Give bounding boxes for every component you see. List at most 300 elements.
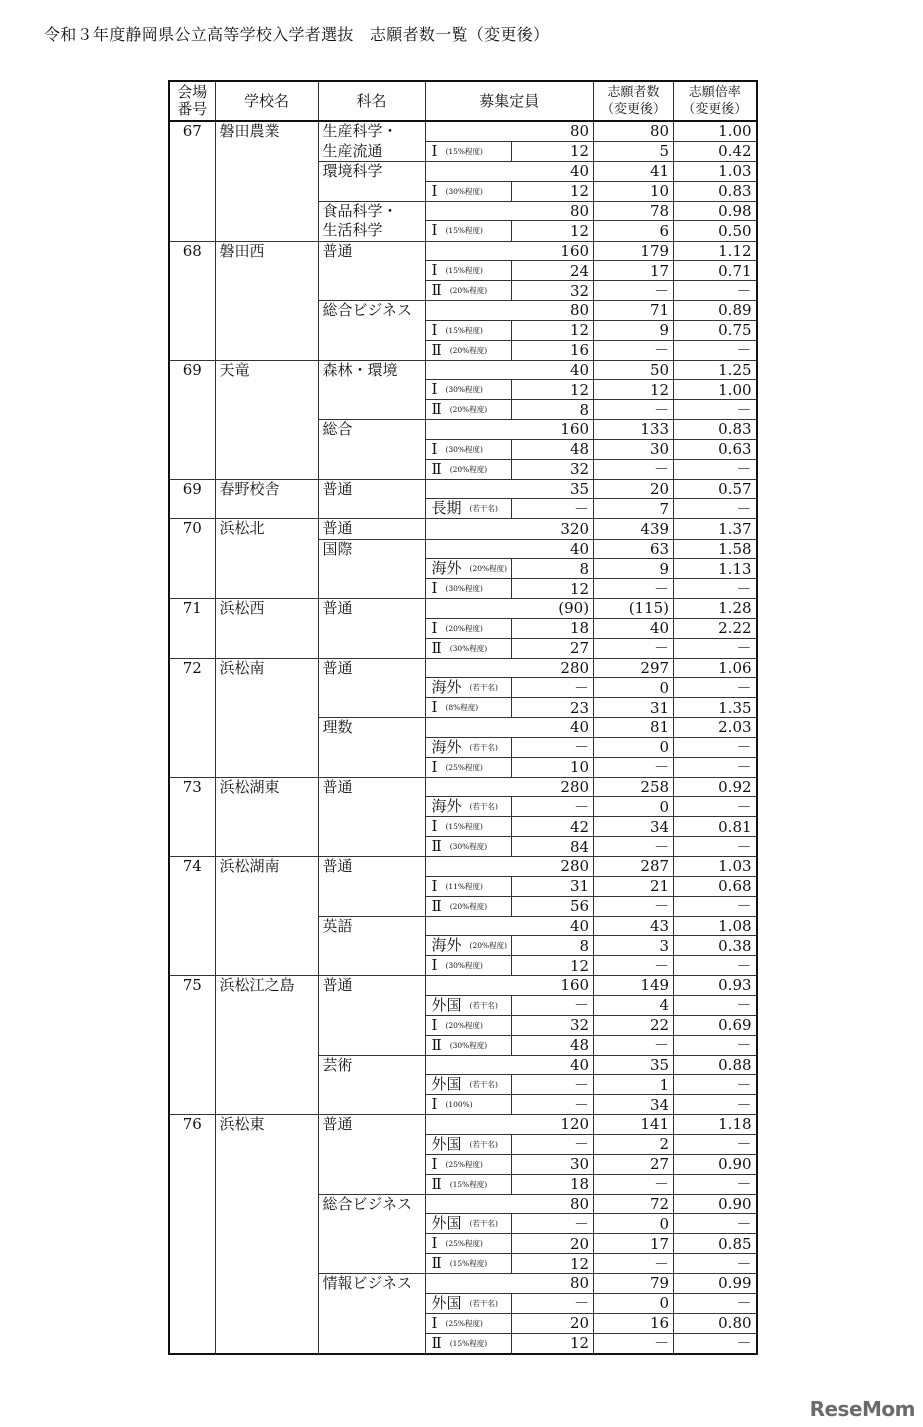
- quota-type: [425, 1234, 512, 1254]
- ratio: －: [674, 797, 757, 817]
- dept-name-line: 国際: [322, 539, 353, 558]
- quota-note: (若干名): [469, 1139, 498, 1149]
- table-row: [169, 1115, 757, 1135]
- ratio: －: [674, 737, 757, 757]
- applicants: (115): [594, 599, 674, 619]
- quota-note: (20%程度): [449, 405, 488, 414]
- capacity: －: [512, 1293, 594, 1313]
- quota-type: [425, 638, 512, 658]
- table-row: [169, 121, 757, 141]
- ratio: 0.83: [674, 181, 757, 201]
- quota-type: [425, 995, 512, 1015]
- applicants: 17: [594, 1234, 674, 1254]
- header-ratio: [674, 81, 757, 121]
- quota-type: [425, 459, 512, 479]
- applicants: 79: [594, 1274, 674, 1294]
- applicants: 133: [594, 420, 674, 440]
- capacity: －: [512, 737, 594, 757]
- capacity: 40: [425, 162, 594, 182]
- dept-name: [318, 121, 425, 162]
- quota-label: Ⅱ: [431, 896, 442, 915]
- ratio: －: [674, 400, 757, 420]
- applicants: 10: [594, 181, 674, 201]
- quota-label: 外国: [431, 1134, 462, 1153]
- capacity: 80: [425, 1194, 594, 1214]
- school-number: 69: [169, 360, 215, 479]
- ratio: 2.03: [674, 718, 757, 738]
- quota-note: (若干名): [469, 1219, 498, 1228]
- quota-type: [425, 1293, 512, 1313]
- ratio: －: [674, 956, 757, 976]
- applicants: 149: [594, 976, 674, 996]
- table-row: [169, 658, 757, 678]
- quota-type: [425, 261, 512, 281]
- quota-type: [425, 1095, 512, 1115]
- ratio: －: [674, 1134, 757, 1154]
- school-name: 浜松江之島: [215, 976, 318, 1115]
- header-no-line2: 番号: [177, 100, 208, 118]
- applicants: －: [594, 956, 674, 976]
- school-name: 春野校舎: [215, 479, 318, 519]
- school-name: 浜松湖東: [215, 777, 318, 857]
- quota-type: [425, 1174, 512, 1194]
- dept-name-line: 普通: [322, 519, 353, 537]
- dept-name: [318, 1055, 425, 1115]
- capacity: 24: [512, 261, 594, 281]
- ratio: 1.03: [674, 162, 757, 182]
- dept-name: [318, 301, 425, 361]
- quota-type: [425, 737, 512, 757]
- quota-label: Ⅰ: [431, 141, 438, 160]
- dept-name: [318, 241, 425, 301]
- quota-type: [425, 1214, 512, 1234]
- quota-type: [425, 499, 512, 519]
- applicants: 34: [594, 817, 674, 837]
- applicants: 141: [594, 1115, 674, 1135]
- ratio: 1.18: [674, 1115, 757, 1135]
- capacity: 12: [512, 320, 594, 340]
- quota-note: (25%程度): [445, 1159, 483, 1169]
- quota-type: [425, 1075, 512, 1095]
- school-name: 浜松湖南: [215, 857, 318, 976]
- dept-name-line: 理数: [322, 718, 353, 736]
- capacity: 84: [512, 837, 594, 857]
- capacity: －: [512, 1095, 594, 1115]
- dept-name: [318, 479, 425, 519]
- applicants: 0: [594, 1293, 674, 1313]
- school-name: 磐田西: [215, 241, 318, 360]
- dept-name-line: 生産科学・: [322, 122, 398, 140]
- header-ratio-line2: （変更後）: [682, 102, 748, 117]
- quota-note: (100%): [445, 1100, 473, 1109]
- applicants: －: [594, 340, 674, 360]
- dept-name-line: 英語: [322, 916, 353, 935]
- header-ratio-line1: 志願倍率: [688, 85, 741, 100]
- capacity: 20: [512, 1313, 594, 1333]
- dept-name-line: 普通: [322, 976, 353, 994]
- applicants: 43: [594, 916, 674, 936]
- applicants: 9: [594, 320, 674, 340]
- capacity: 12: [512, 221, 594, 241]
- quota-note: (若干名): [469, 683, 498, 692]
- quota-note: (若干名): [469, 1298, 498, 1308]
- applicants: 4: [594, 995, 674, 1015]
- quota-type: [425, 1035, 512, 1055]
- capacity: 8: [512, 400, 594, 420]
- capacity: 12: [512, 1333, 594, 1354]
- capacity: 48: [512, 1035, 594, 1055]
- dept-name: [318, 162, 425, 202]
- applicants: －: [594, 400, 674, 420]
- applicants: 9: [594, 559, 674, 579]
- quota-note: (15%程度): [445, 146, 483, 156]
- ratio: 0.80: [674, 1313, 757, 1333]
- quota-note: (20%程度): [449, 901, 488, 911]
- quota-label: 外国: [431, 1075, 462, 1093]
- quota-type: [425, 876, 512, 896]
- school-number: 68: [169, 241, 215, 360]
- ratio: 0.90: [674, 1194, 757, 1214]
- ratio: －: [674, 757, 757, 777]
- dept-name-line: 情報ビジネス: [322, 1274, 413, 1292]
- quota-type: [425, 1313, 512, 1333]
- capacity: 280: [425, 658, 594, 678]
- resemom-watermark-logo: ReseMom: [809, 1397, 915, 1421]
- quota-type: [425, 1333, 512, 1354]
- applicants: 71: [594, 301, 674, 321]
- quota-label: Ⅱ: [431, 1035, 442, 1054]
- ratio: 1.06: [674, 658, 757, 678]
- capacity: －: [512, 1214, 594, 1234]
- quota-type: [425, 579, 512, 599]
- quota-type: [425, 757, 512, 777]
- applicants: －: [594, 579, 674, 599]
- dept-name-line: 普通: [322, 658, 353, 677]
- quota-note: (15%程度): [449, 1179, 488, 1189]
- header-no-line1: 会場: [177, 83, 208, 101]
- dept-name-line: 食品科学・: [322, 201, 398, 220]
- dept-name: [318, 718, 425, 778]
- quota-note: (20%程度): [445, 623, 483, 633]
- dept-name-line: 普通: [322, 1115, 353, 1133]
- quota-label: Ⅰ: [431, 1234, 438, 1252]
- table-row: [169, 599, 757, 619]
- quota-note: (25%程度): [445, 762, 483, 772]
- ratio: 0.88: [674, 1055, 757, 1075]
- capacity: 27: [512, 638, 594, 658]
- applicants: －: [594, 896, 674, 916]
- quota-note: (30%程度): [449, 1040, 488, 1050]
- capacity: 80: [425, 1274, 594, 1294]
- school-name: 浜松北: [215, 519, 318, 599]
- ratio: 0.69: [674, 1015, 757, 1035]
- ratio: 0.38: [674, 936, 757, 956]
- quota-type: [425, 439, 512, 459]
- applicants: 0: [594, 1214, 674, 1234]
- dept-name: [318, 519, 425, 540]
- dept-name: [318, 539, 425, 599]
- dept-name: [318, 420, 425, 480]
- dept-name: [318, 658, 425, 718]
- quota-label: Ⅰ: [431, 221, 438, 240]
- quota-label: Ⅰ: [431, 579, 438, 597]
- applicants: 50: [594, 360, 674, 380]
- quota-note: (30%程度): [445, 584, 483, 593]
- quota-label: 海外: [431, 797, 462, 815]
- capacity: 16: [512, 340, 594, 360]
- quota-note: (30%程度): [449, 842, 488, 851]
- ratio: 1.35: [674, 698, 757, 718]
- applicants: 35: [594, 1055, 674, 1075]
- quota-note: (20%程度): [449, 345, 488, 355]
- ratio: －: [674, 1174, 757, 1194]
- applicants: －: [594, 757, 674, 777]
- ratio: 0.81: [674, 817, 757, 837]
- ratio: 1.58: [674, 539, 757, 559]
- applicants: －: [594, 837, 674, 857]
- ratio: －: [674, 1254, 757, 1274]
- capacity: 20: [512, 1234, 594, 1254]
- quota-note: (20%程度): [449, 464, 488, 474]
- quota-type: [425, 221, 512, 241]
- header-school: 学校名: [215, 81, 318, 121]
- dept-name-line: 環境科学: [322, 162, 383, 180]
- quota-label: 外国: [431, 1293, 462, 1312]
- capacity: 12: [512, 579, 594, 599]
- quota-type: [425, 340, 512, 360]
- capacity: 280: [425, 777, 594, 797]
- dept-name-line: 普通: [322, 857, 353, 875]
- capacity: 40: [425, 539, 594, 559]
- applicants: 63: [594, 539, 674, 559]
- quota-label: Ⅱ: [431, 1174, 442, 1193]
- quota-note: (30%程度): [445, 961, 483, 970]
- quota-label: Ⅰ: [431, 876, 438, 895]
- quota-note: (11%程度): [445, 881, 483, 891]
- capacity: 40: [425, 360, 594, 380]
- quota-label: Ⅱ: [431, 638, 442, 657]
- applicants: 0: [594, 737, 674, 757]
- quota-label: Ⅱ: [431, 340, 442, 359]
- ratio: 1.37: [674, 519, 757, 540]
- quota-note: (25%程度): [445, 1318, 483, 1328]
- dept-name: [318, 857, 425, 917]
- ratio: 1.12: [674, 241, 757, 261]
- dept-name: [318, 916, 425, 976]
- capacity: 120: [425, 1115, 594, 1135]
- dept-name-line: 普通: [322, 599, 353, 617]
- quota-label: Ⅰ: [431, 181, 438, 200]
- quota-type: [425, 1254, 512, 1274]
- header-dept: 科名: [318, 81, 425, 121]
- quota-label: Ⅰ: [431, 439, 438, 458]
- applicants: 20: [594, 479, 674, 499]
- capacity: 12: [512, 1254, 594, 1274]
- quota-type: [425, 1015, 512, 1035]
- quota-label: Ⅱ: [431, 400, 442, 418]
- quota-note: (若干名): [469, 504, 498, 513]
- applicants: 6: [594, 221, 674, 241]
- quota-note: (20%程度): [449, 286, 488, 295]
- dept-name: [318, 976, 425, 1056]
- ratio: 0.89: [674, 301, 757, 321]
- quota-note: (15%程度): [449, 1259, 488, 1268]
- capacity: －: [512, 499, 594, 519]
- dept-name: [318, 1115, 425, 1195]
- ratio: 0.90: [674, 1154, 757, 1174]
- applicants: 258: [594, 777, 674, 797]
- school-name: 磐田農業: [215, 121, 318, 241]
- quota-note: (若干名): [469, 1080, 498, 1089]
- dept-name-line: 普通: [322, 777, 353, 796]
- ratio: －: [674, 896, 757, 916]
- capacity: 32: [512, 459, 594, 479]
- applicants: 78: [594, 201, 674, 221]
- quota-type: [425, 1154, 512, 1174]
- table-row: [169, 519, 757, 540]
- table-row: [169, 360, 757, 380]
- applicants: 12: [594, 380, 674, 400]
- ratio: 0.92: [674, 777, 757, 797]
- applicants: 0: [594, 797, 674, 817]
- applicants: 3: [594, 936, 674, 956]
- applicants: 21: [594, 876, 674, 896]
- quota-type: [425, 1134, 512, 1154]
- dept-name-line: 総合ビジネス: [322, 301, 413, 319]
- quota-note: (30%程度): [445, 385, 483, 394]
- school-name: 天竜: [215, 360, 318, 479]
- ratio: －: [674, 281, 757, 301]
- capacity: －: [512, 678, 594, 698]
- applicants: －: [594, 1333, 674, 1354]
- capacity: －: [512, 1075, 594, 1095]
- quota-note: (若干名): [469, 742, 498, 752]
- dept-name: [318, 1194, 425, 1274]
- ratio: 0.50: [674, 221, 757, 241]
- capacity: 12: [512, 956, 594, 976]
- ratio: 0.68: [674, 876, 757, 896]
- quota-note: (30%程度): [445, 444, 483, 454]
- dept-name-line: 芸術: [322, 1055, 353, 1074]
- ratio: －: [674, 1075, 757, 1095]
- capacity: 35: [425, 479, 594, 499]
- ratio: 0.63: [674, 439, 757, 459]
- capacity: 8: [512, 936, 594, 956]
- dept-name: [318, 360, 425, 420]
- capacity: 10: [512, 757, 594, 777]
- quota-note: (30%程度): [449, 643, 488, 653]
- ratio: －: [674, 459, 757, 479]
- capacity: 56: [512, 896, 594, 916]
- header-applicants-line2: （変更後）: [601, 102, 667, 117]
- quota-type: [425, 320, 512, 340]
- applicants: 34: [594, 1095, 674, 1115]
- ratio: －: [674, 1333, 757, 1354]
- quota-note: (15%程度): [445, 822, 483, 831]
- dept-name: [318, 777, 425, 857]
- applicants: 31: [594, 698, 674, 718]
- ratio: －: [674, 1095, 757, 1115]
- capacity: 280: [425, 857, 594, 877]
- header-capacity: 募集定員: [425, 81, 594, 121]
- capacity: －: [512, 995, 594, 1015]
- applicants: 2: [594, 1134, 674, 1154]
- quota-type: [425, 698, 512, 718]
- dept-name-line: 総合: [322, 420, 353, 438]
- ratio: －: [674, 579, 757, 599]
- quota-type: [425, 817, 512, 837]
- applicants: 40: [594, 618, 674, 638]
- quota-note: (20%程度): [469, 564, 508, 573]
- quota-type: [425, 797, 512, 817]
- dept-name-line: 普通: [322, 479, 353, 498]
- quota-note: (25%程度): [445, 1239, 483, 1248]
- ratio: 1.08: [674, 916, 757, 936]
- applicants: 72: [594, 1194, 674, 1214]
- school-number: 76: [169, 1115, 215, 1354]
- school-name: 浜松西: [215, 599, 318, 659]
- applicants: 7: [594, 499, 674, 519]
- applicants: －: [594, 638, 674, 658]
- capacity: 80: [425, 201, 594, 221]
- capacity: 32: [512, 281, 594, 301]
- capacity: 12: [512, 380, 594, 400]
- ratio: 1.00: [674, 380, 757, 400]
- quota-note: (30%程度): [445, 186, 483, 196]
- ratio: 0.83: [674, 420, 757, 440]
- quota-label: Ⅱ: [431, 459, 442, 478]
- dept-name-line: 総合ビジネス: [322, 1194, 413, 1213]
- capacity: (90): [425, 599, 594, 619]
- ratio: 0.93: [674, 976, 757, 996]
- school-number: 71: [169, 599, 215, 659]
- applicants: 80: [594, 121, 674, 141]
- quota-label: 外国: [431, 995, 462, 1014]
- school-number: 70: [169, 519, 215, 599]
- table-row: [169, 479, 757, 499]
- school-name: 浜松東: [215, 1115, 318, 1354]
- quota-label: Ⅰ: [431, 1015, 438, 1034]
- capacity: 160: [425, 420, 594, 440]
- quota-label: Ⅰ: [431, 956, 438, 974]
- quota-label: Ⅰ: [431, 261, 438, 279]
- school-number: 72: [169, 658, 215, 777]
- capacity: 40: [425, 1055, 594, 1075]
- capacity: 40: [425, 718, 594, 738]
- school-number: 74: [169, 857, 215, 976]
- applicants: 439: [594, 519, 674, 540]
- applicants: －: [594, 1035, 674, 1055]
- applicants: 17: [594, 261, 674, 281]
- quota-label: 海外: [431, 559, 462, 577]
- header-applicants: [594, 81, 674, 121]
- header-applicants-line1: 志願者数: [607, 85, 660, 100]
- ratio: 0.57: [674, 479, 757, 499]
- ratio: 0.71: [674, 261, 757, 281]
- dept-name-line: 森林・環境: [322, 360, 398, 379]
- capacity: 42: [512, 817, 594, 837]
- dept-name: [318, 1274, 425, 1354]
- ratio: 0.99: [674, 1274, 757, 1294]
- dept-name-line: 普通: [322, 241, 353, 260]
- applicants: －: [594, 459, 674, 479]
- school-number: 75: [169, 976, 215, 1115]
- ratio: 1.00: [674, 121, 757, 141]
- ratio: －: [674, 638, 757, 658]
- quota-note: (20%程度): [445, 1020, 483, 1030]
- quota-label: 海外: [431, 936, 462, 954]
- applicants: －: [594, 281, 674, 301]
